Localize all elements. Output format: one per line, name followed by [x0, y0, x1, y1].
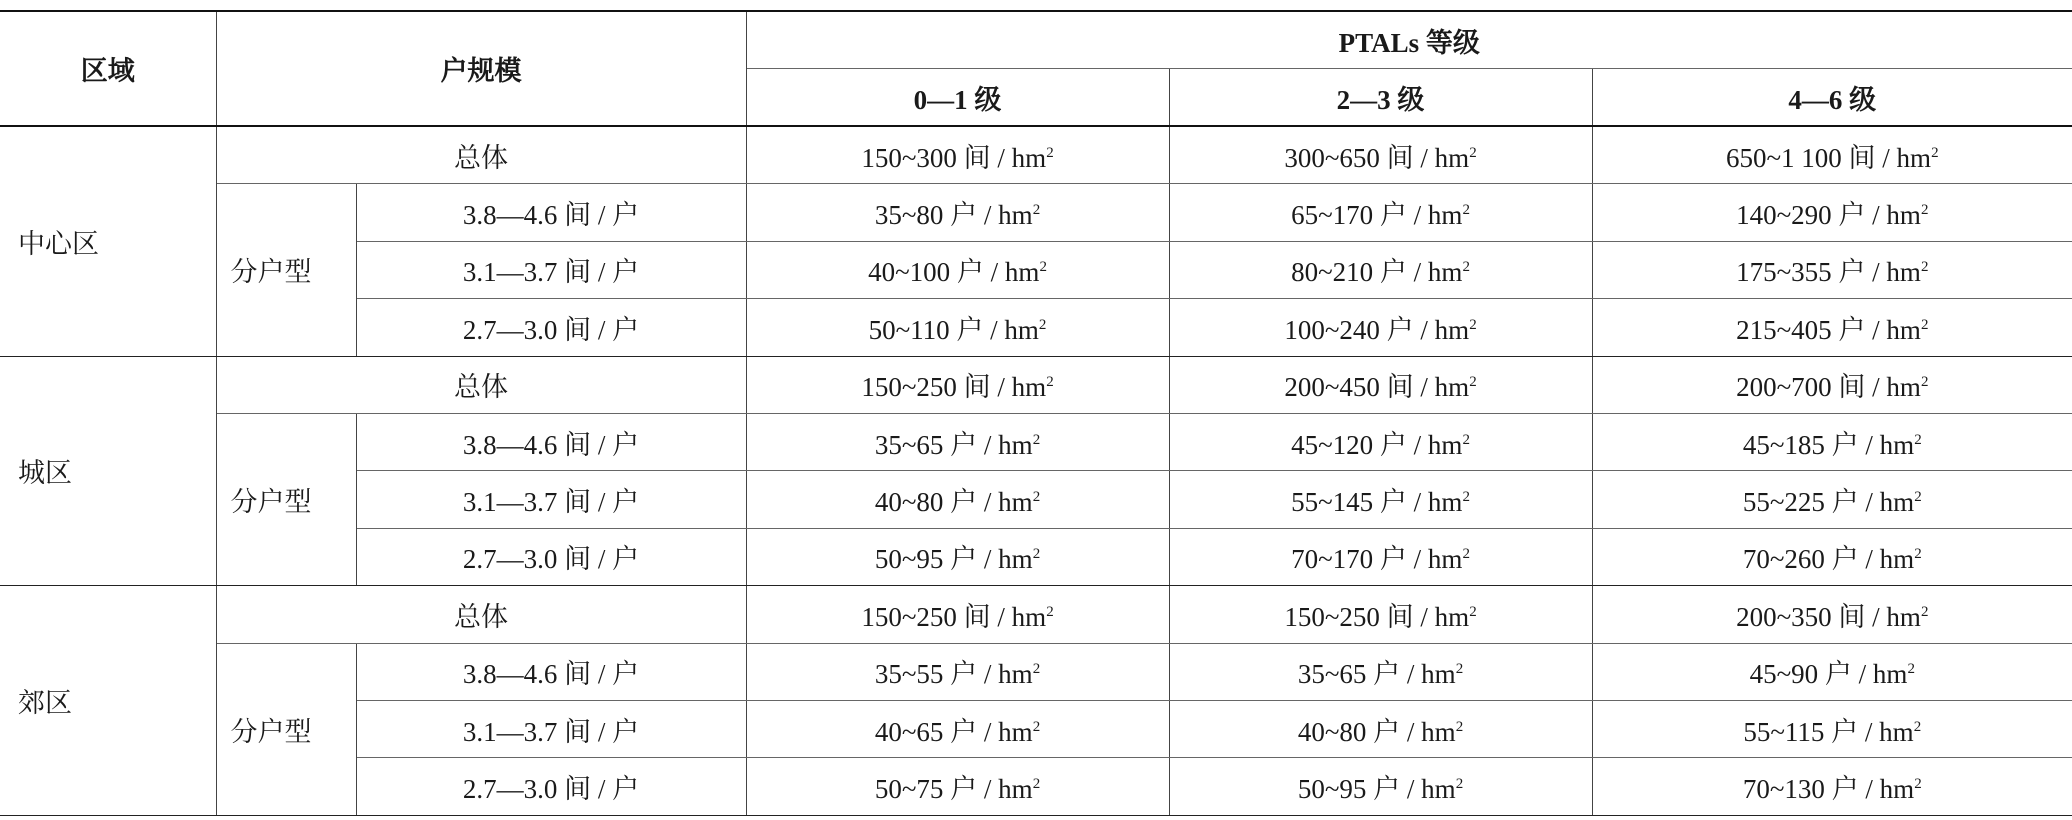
- unit-superscript: 2: [1462, 202, 1470, 219]
- density-value: 55~115 户 / hm: [1743, 716, 1914, 747]
- table-row: [0, 643, 2072, 700]
- household-density-cell: [746, 184, 1169, 241]
- density-value: 45~90 户 / hm: [1749, 659, 1908, 690]
- unit-superscript: 2: [1046, 603, 1054, 620]
- density-value: 40~80 户 / hm: [874, 487, 1033, 518]
- density-value: 50~75 户 / hm: [874, 773, 1033, 804]
- density-value: 35~65 户 / hm: [1297, 659, 1456, 690]
- density-value: 35~80 户 / hm: [874, 200, 1033, 231]
- unit-superscript: 2: [1032, 661, 1041, 678]
- density-value: 150~250 间 / hm: [861, 601, 1047, 632]
- density-value: 70~260 户 / hm: [1742, 544, 1915, 575]
- unit-superscript: 2: [1469, 144, 1477, 161]
- household-density-cell: [1592, 700, 2072, 757]
- unit-superscript: 2: [1032, 546, 1041, 563]
- household-density-cell: [746, 528, 1169, 585]
- density-value: 80~210 户 / hm: [1291, 257, 1463, 288]
- household-density-cell: [1592, 643, 2072, 700]
- room-size-cell: 2.7—3.0 间 / 户: [356, 758, 746, 815]
- density-value: 650~1 100 间 / hm: [1725, 142, 1932, 173]
- total-value-cell: [746, 356, 1169, 413]
- household-density-cell: [1169, 299, 1592, 356]
- unit-superscript: 2: [1920, 374, 1929, 391]
- total-value-cell: [746, 126, 1169, 184]
- table-row: [0, 356, 2072, 413]
- unit-superscript: 2: [1469, 316, 1477, 333]
- unit-superscript: 2: [1462, 259, 1470, 276]
- density-value: 35~55 户 / hm: [874, 659, 1033, 690]
- density-value: 40~100 户 / hm: [868, 257, 1040, 288]
- unit-superscript: 2: [1039, 259, 1047, 276]
- density-value: 40~65 户 / hm: [874, 716, 1033, 747]
- density-value: 40~80 户 / hm: [1297, 716, 1456, 747]
- household-density-cell: [1169, 528, 1592, 585]
- room-size-cell: 3.1—3.7 间 / 户: [356, 700, 746, 757]
- household-density-cell: [746, 758, 1169, 815]
- unit-superscript: 2: [1907, 661, 1915, 678]
- split-label: 分户型: [216, 643, 356, 815]
- header-household-scale: 户规模: [216, 11, 746, 126]
- room-size-cell: 3.1—3.7 间 / 户: [356, 471, 746, 528]
- unit-superscript: 2: [1914, 546, 1922, 563]
- region-cell: 中心区: [0, 126, 216, 356]
- household-density-cell: [1169, 643, 1592, 700]
- total-value-cell: [1592, 586, 2072, 643]
- unit-superscript: 2: [1920, 603, 1929, 620]
- unit-superscript: 2: [1032, 202, 1041, 219]
- household-density-cell: [1169, 241, 1592, 298]
- household-density-cell: [1592, 758, 2072, 815]
- density-value: 140~290 户 / hm: [1736, 200, 1921, 231]
- unit-superscript: 2: [1455, 775, 1464, 792]
- density-value: 100~240 户 / hm: [1284, 314, 1470, 345]
- total-label: 总体: [216, 586, 746, 643]
- total-label: 总体: [216, 356, 746, 413]
- total-value-cell: [746, 586, 1169, 643]
- density-value: 200~450 间 / hm: [1284, 372, 1470, 403]
- unit-superscript: 2: [1914, 431, 1922, 448]
- header-region: 区域: [0, 11, 216, 126]
- region-cell: 城区: [0, 356, 216, 586]
- unit-superscript: 2: [1920, 259, 1929, 276]
- unit-superscript: 2: [1032, 775, 1041, 792]
- unit-superscript: 2: [1455, 661, 1464, 678]
- header-level-4-6: 4—6 级: [1592, 69, 2072, 127]
- total-value-cell: [1592, 126, 2072, 184]
- table-row: [0, 586, 2072, 643]
- unit-superscript: 2: [1455, 718, 1464, 735]
- density-value: 300~650 间 / hm: [1284, 142, 1470, 173]
- household-density-cell: [746, 471, 1169, 528]
- density-value: 50~95 户 / hm: [1297, 773, 1456, 804]
- density-value: 70~170 户 / hm: [1291, 544, 1463, 575]
- unit-superscript: 2: [1931, 144, 1939, 161]
- split-label: 分户型: [216, 184, 356, 356]
- density-value: 55~145 户 / hm: [1291, 487, 1463, 518]
- room-size-cell: 2.7—3.0 间 / 户: [356, 528, 746, 585]
- unit-superscript: 2: [1046, 144, 1054, 161]
- density-value: 200~350 间 / hm: [1736, 601, 1921, 632]
- density-value: 45~120 户 / hm: [1291, 429, 1463, 460]
- density-value: 50~110 户 / hm: [868, 314, 1039, 345]
- table-row: [0, 126, 2072, 184]
- table-row: [0, 413, 2072, 470]
- density-value: 215~405 户 / hm: [1736, 314, 1921, 345]
- room-size-cell: 3.1—3.7 间 / 户: [356, 241, 746, 298]
- room-size-cell: 2.7—3.0 间 / 户: [356, 299, 746, 356]
- household-density-cell: [746, 700, 1169, 757]
- household-density-cell: [746, 299, 1169, 356]
- room-size-cell: 3.8—4.6 间 / 户: [356, 643, 746, 700]
- unit-superscript: 2: [1032, 431, 1041, 448]
- household-density-cell: [1592, 471, 2072, 528]
- unit-superscript: 2: [1914, 775, 1922, 792]
- unit-superscript: 2: [1038, 316, 1047, 333]
- household-density-cell: [1169, 471, 1592, 528]
- header-level-2-3: 2—3 级: [1169, 69, 1592, 127]
- unit-superscript: 2: [1032, 489, 1041, 506]
- household-density-cell: [1592, 299, 2072, 356]
- density-value: 200~700 间 / hm: [1736, 372, 1921, 403]
- density-value: 70~130 户 / hm: [1742, 773, 1915, 804]
- unit-superscript: 2: [1462, 546, 1470, 563]
- unit-superscript: 2: [1920, 202, 1929, 219]
- household-density-cell: [746, 413, 1169, 470]
- household-density-cell: [1592, 413, 2072, 470]
- total-value-cell: [1169, 126, 1592, 184]
- density-value: 55~225 户 / hm: [1742, 487, 1915, 518]
- unit-superscript: 2: [1462, 431, 1470, 448]
- room-size-cell: 3.8—4.6 间 / 户: [356, 413, 746, 470]
- header-ptals: PTALs 等级: [746, 11, 2072, 69]
- household-density-cell: [1592, 528, 2072, 585]
- unit-superscript: 2: [1469, 603, 1477, 620]
- region-cell: 郊区: [0, 586, 216, 816]
- household-density-cell: [1592, 241, 2072, 298]
- density-value: 150~250 间 / hm: [1284, 601, 1470, 632]
- unit-superscript: 2: [1032, 718, 1041, 735]
- density-value: 45~185 户 / hm: [1742, 429, 1915, 460]
- header-level-0-1: 0—1 级: [746, 69, 1169, 127]
- total-value-cell: [1592, 356, 2072, 413]
- total-value-cell: [1169, 356, 1592, 413]
- density-value: 150~250 间 / hm: [861, 372, 1047, 403]
- household-density-cell: [1169, 758, 1592, 815]
- unit-superscript: 2: [1046, 374, 1054, 391]
- total-value-cell: [1169, 586, 1592, 643]
- density-value: 175~355 户 / hm: [1736, 257, 1921, 288]
- density-value: 35~65 户 / hm: [874, 429, 1033, 460]
- unit-superscript: 2: [1920, 316, 1929, 333]
- unit-superscript: 2: [1913, 718, 1922, 735]
- density-value: 150~300 间 / hm: [861, 142, 1047, 173]
- household-density-cell: [1169, 413, 1592, 470]
- unit-superscript: 2: [1462, 489, 1470, 506]
- household-density-cell: [746, 643, 1169, 700]
- density-value: 65~170 户 / hm: [1291, 200, 1463, 231]
- table-row: [0, 184, 2072, 241]
- split-label: 分户型: [216, 413, 356, 585]
- total-label: 总体: [216, 126, 746, 184]
- household-density-cell: [1169, 700, 1592, 757]
- ptals-density-table: [0, 10, 2072, 816]
- household-density-cell: [1592, 184, 2072, 241]
- household-density-cell: [1169, 184, 1592, 241]
- unit-superscript: 2: [1469, 374, 1477, 391]
- unit-superscript: 2: [1914, 489, 1922, 506]
- household-density-cell: [746, 241, 1169, 298]
- room-size-cell: 3.8—4.6 间 / 户: [356, 184, 746, 241]
- density-value: 50~95 户 / hm: [874, 544, 1033, 575]
